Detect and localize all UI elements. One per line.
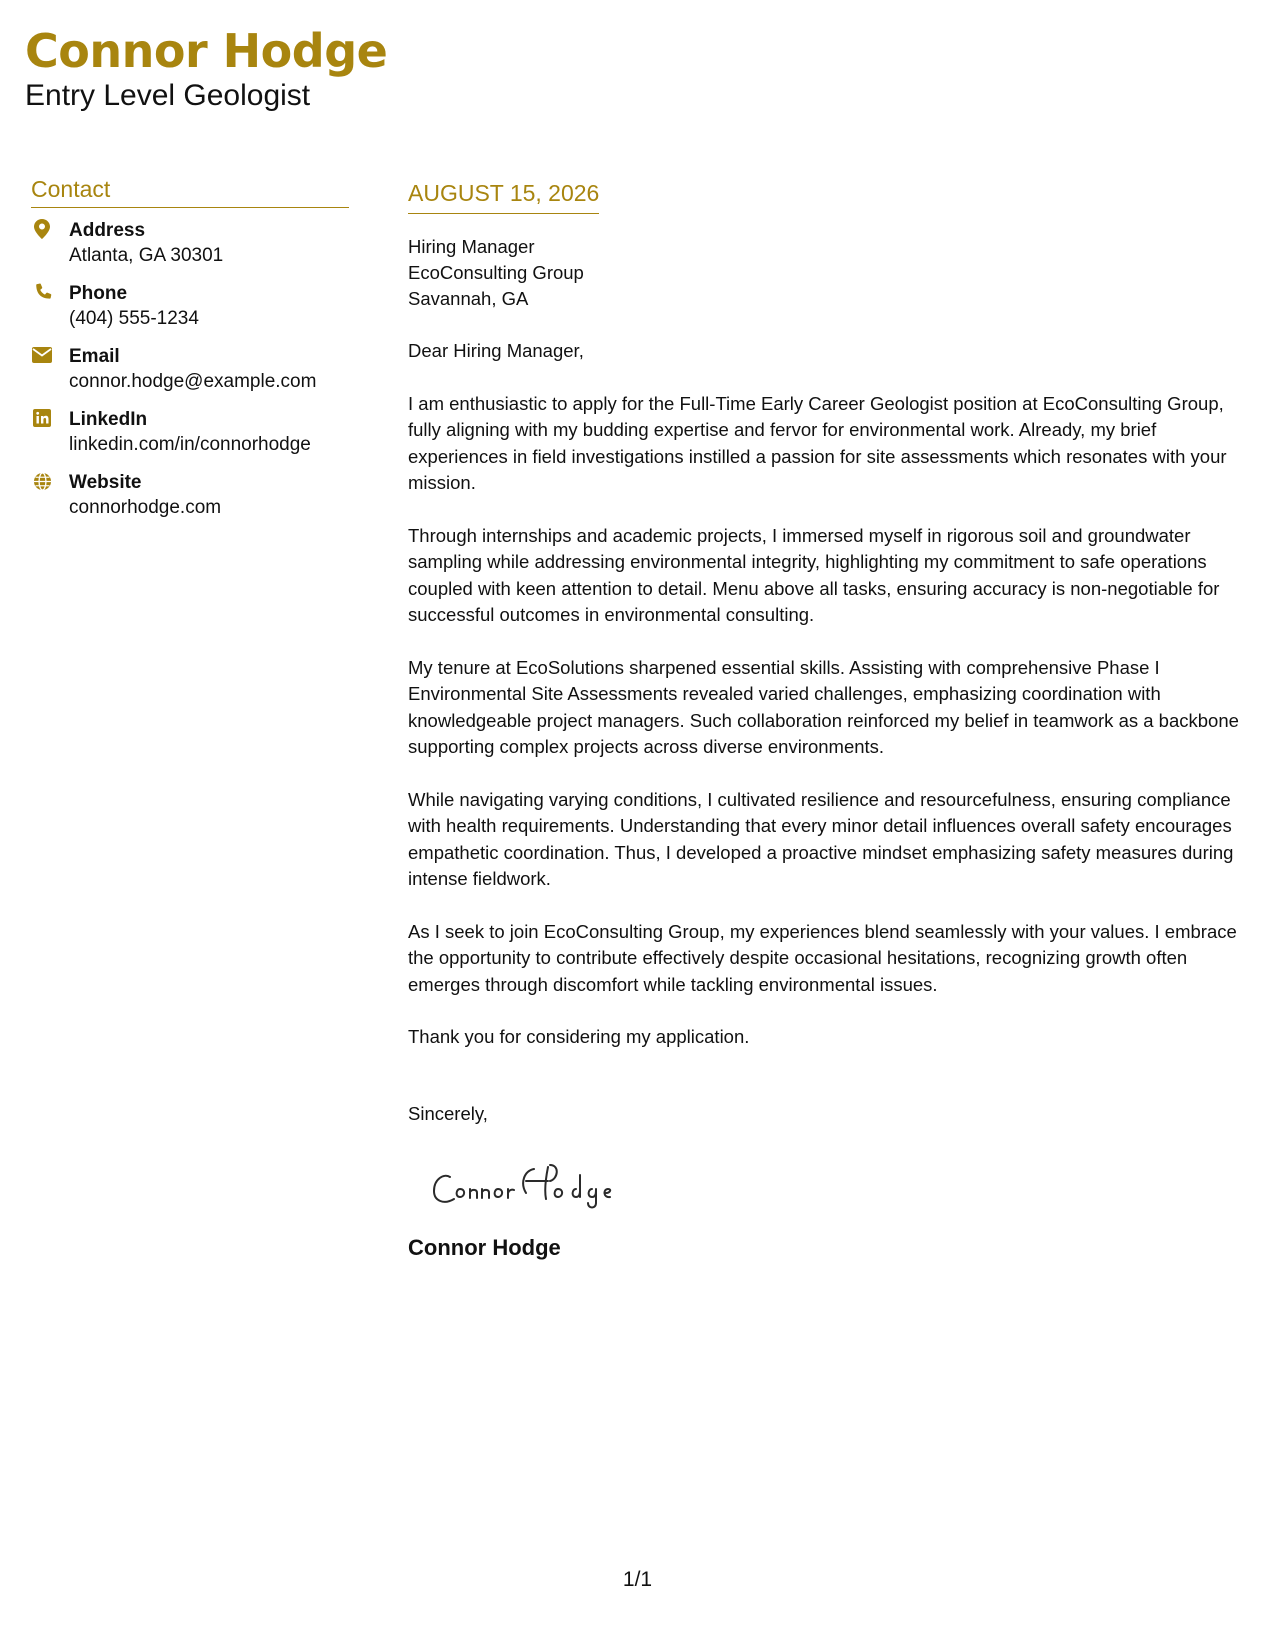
letter-paragraph: Thank you for considering my application. (408, 1026, 750, 1047)
recipient-block (408, 234, 1258, 312)
contact-label: Phone (69, 283, 128, 304)
letter-body (408, 178, 1258, 1262)
contact-sidebar (31, 176, 349, 533)
map-pin-icon (31, 218, 53, 240)
contact-label: Email (69, 346, 120, 367)
phone-icon (31, 281, 53, 303)
recipient-line: Hiring Manager (408, 236, 535, 257)
contact-phone (31, 281, 349, 331)
recipient-line: EcoConsulting Group (408, 262, 584, 283)
contact-address (31, 218, 349, 268)
document-header (25, 22, 387, 114)
globe-icon (31, 470, 53, 492)
phone-value: (404) 555-1234 (69, 308, 199, 329)
page-number: 1/1 (622, 1568, 653, 1591)
linkedin-value: linkedin.com/in/connorhodge (69, 434, 311, 455)
job-title: Entry Level Geologist (25, 79, 311, 112)
letter-paragraph: My tenure at EcoSolutions sharpened essential skills. Assisting with comprehensive Phase I Environmental Site Assessments revealed varied challenges, emphasizing coordination with knowledgeable project managers. Such collaboration reinforced my belief in teamwork as a backbone supporting complex projects across diverse environments. (408, 656, 1239, 757)
address-value: Atlanta, GA 30301 (69, 245, 224, 266)
letter-date: AUGUST 15, 2026 (408, 178, 599, 214)
signed-name: Connor Hodge (408, 1235, 561, 1260)
letter-paragraph: While navigating varying conditions, I cultivated resilience and resourcefulness, ensuring compliance with health requirements. Understanding that every minor detail influences overall safety encourages empathetic coordination. Thus, I developed a proactive mindset emphasizing safety measures during intense fieldwork. (408, 788, 1234, 889)
envelope-icon (31, 344, 53, 366)
contact-email (31, 344, 349, 394)
website-value: connorhodge.com (69, 497, 222, 518)
closing: Sincerely, (408, 1102, 488, 1124)
contact-label: Website (69, 472, 142, 493)
contact-linkedin (31, 407, 349, 457)
linkedin-icon (31, 407, 53, 429)
letter-paragraph: I am enthusiastic to apply for the Full-Time Early Career Geologist position at EcoConsulting Group, fully aligning with my budding expertise and fervor for environmental work. Already, my brief experiences in field investigations instilled a passion for site assessments which resonates with your mission. (408, 392, 1227, 493)
applicant-name: Connor Hodge (25, 24, 388, 78)
contact-website (31, 470, 349, 520)
recipient-line: Savannah, GA (408, 288, 529, 309)
contact-heading: Contact (31, 176, 349, 208)
contact-label: LinkedIn (69, 409, 148, 430)
letter-paragraph: Through internships and academic projects, I immersed myself in rigorous soil and groundwater sampling while addressing environmental integrity, highlighting my commitment to safe operations coupled with keen attention to detail. Menu above all tasks, ensuring accuracy is non-negotiable for successful outcomes in environmental consulting. (408, 524, 1220, 625)
letter-paragraph: As I seek to join EcoConsulting Group, my experiences blend seamlessly with your values. I embrace the opportunity to contribute effectively despite occasional hesitations, recognizing growth often emerges through discomfort while tackling environmental issues. (408, 920, 1237, 995)
contact-label: Address (69, 220, 146, 241)
salutation: Dear Hiring Manager, (408, 340, 584, 361)
email-value: connor.hodge@example.com (69, 371, 317, 392)
handwritten-signature (430, 1155, 1258, 1215)
